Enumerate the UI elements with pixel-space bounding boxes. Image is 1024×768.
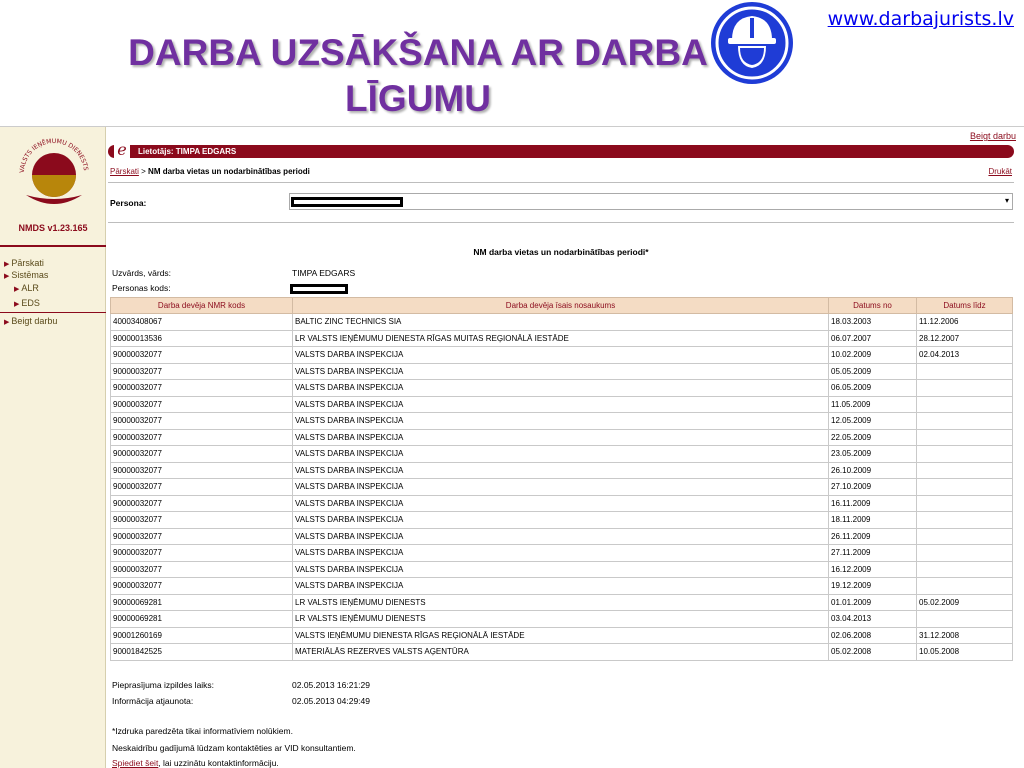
sidebar-item-logout[interactable] — [0, 315, 106, 327]
sidebar-item-parskati[interactable] — [0, 257, 106, 269]
table-cell: 22.05.2009 — [829, 429, 917, 446]
column-header: Darba devēja īsais nosaukums — [293, 298, 829, 314]
sidebar-item-alr[interactable] — [0, 281, 106, 296]
table-cell: 02.06.2008 — [829, 627, 917, 644]
table-cell: VALSTS DARBA INSPEKCIJA — [293, 479, 829, 496]
table-cell: 90001842525 — [111, 644, 293, 661]
e-logo-icon: e — [114, 141, 130, 159]
table-cell: 90000032077 — [111, 495, 293, 512]
table-cell: 90000069281 — [111, 611, 293, 628]
persona-select[interactable] — [289, 193, 1013, 210]
table-cell: 31.12.2008 — [917, 627, 1013, 644]
name-label: Uzvārds, vārds: — [112, 268, 172, 278]
table-cell: 90000032077 — [111, 413, 293, 430]
table-cell: 90000032077 — [111, 363, 293, 380]
table-row — [111, 594, 1013, 611]
updated-value: 02.05.2013 04:29:49 — [292, 696, 370, 706]
table-cell: 16.11.2009 — [829, 495, 917, 512]
exec-time-label: Pieprasījuma izpildes laiks: — [112, 680, 215, 690]
table-cell: 27.10.2009 — [829, 479, 917, 496]
arrow-right-icon: ▶ — [4, 319, 10, 326]
sidebar-nav — [0, 257, 106, 327]
table-cell: 26.10.2009 — [829, 462, 917, 479]
table-cell: VALSTS DARBA INSPEKCIJA — [293, 380, 829, 397]
column-header: Darba devēja NMR kods — [111, 298, 293, 314]
vid-eds-window — [0, 126, 1024, 768]
table-cell: 16.12.2009 — [829, 561, 917, 578]
footnote-informative: *Izdruka paredzēta tikai informatīviem nolūkiem. — [112, 726, 293, 736]
table-cell — [917, 479, 1013, 496]
table-cell: BALTIC ZINC TECHNICS SIA — [293, 314, 829, 331]
sidebar-item-sistemas[interactable] — [0, 269, 106, 281]
table-row — [111, 479, 1013, 496]
table-cell: LR VALSTS IEŅĒMUMU DIENESTS — [293, 594, 829, 611]
table-cell: VALSTS DARBA INSPEKCIJA — [293, 462, 829, 479]
table-cell — [917, 413, 1013, 430]
table-cell — [917, 578, 1013, 595]
sidebar-item-label: EDS — [21, 298, 40, 308]
table-cell — [917, 611, 1013, 628]
table-cell: 90000032077 — [111, 396, 293, 413]
table-cell: 90000032077 — [111, 479, 293, 496]
table-cell — [917, 495, 1013, 512]
table-row — [111, 446, 1013, 463]
table-cell: 23.05.2009 — [829, 446, 917, 463]
sidebar-item-label: Beigt darbu — [11, 316, 58, 326]
arrow-right-icon: ▶ — [14, 301, 20, 308]
table-cell: 19.12.2009 — [829, 578, 917, 595]
table-header-row — [111, 298, 1013, 314]
redacted-value — [291, 197, 403, 207]
table-row — [111, 644, 1013, 661]
print-link[interactable]: Drukāt — [988, 167, 1012, 176]
table-cell — [917, 429, 1013, 446]
logout-link[interactable]: Beigt darbu — [969, 131, 1016, 141]
table-cell: 90000032077 — [111, 347, 293, 364]
table-cell: 05.02.2008 — [829, 644, 917, 661]
table-row — [111, 347, 1013, 364]
table-cell: VALSTS DARBA INSPEKCIJA — [293, 446, 829, 463]
table-cell: 90000069281 — [111, 594, 293, 611]
table-cell: VALSTS DARBA INSPEKCIJA — [293, 578, 829, 595]
table-cell: VALSTS DARBA INSPEKCIJA — [293, 413, 829, 430]
sidebar-divider — [0, 245, 106, 247]
breadcrumb-current: NM darba vietas un nodarbinātības periodi — [148, 167, 310, 176]
table-cell: LR VALSTS IEŅĒMUMU DIENESTA RĪGAS MUITAS REĢIONĀLĀ IESTĀDE — [293, 330, 829, 347]
footnote-link-line — [112, 758, 279, 768]
table-row — [111, 512, 1013, 529]
footnote-contact: Neskaidrību gadījumā lūdzam kontaktēties ar VID konsultantiem. — [112, 743, 356, 753]
table-cell: VALSTS DARBA INSPEKCIJA — [293, 347, 829, 364]
redacted-personal-code — [290, 284, 348, 294]
table-row — [111, 429, 1013, 446]
table-cell: 90001260169 — [111, 627, 293, 644]
column-header: Datums no — [829, 298, 917, 314]
table-cell: MATERIĀLĀS REZERVES VALSTS AĢENTŪRA — [293, 644, 829, 661]
arrow-right-icon: ▶ — [14, 286, 20, 293]
table-cell: 90000032077 — [111, 429, 293, 446]
table-cell: VALSTS DARBA INSPEKCIJA — [293, 561, 829, 578]
divider — [108, 222, 1014, 223]
persona-label: Persona: — [110, 198, 147, 208]
table-row — [111, 314, 1013, 331]
table-cell: 11.05.2009 — [829, 396, 917, 413]
table-cell: 26.11.2009 — [829, 528, 917, 545]
table-cell: 90000032077 — [111, 512, 293, 529]
arrow-right-icon: ▶ — [4, 273, 10, 280]
table-cell — [917, 380, 1013, 397]
table-row — [111, 396, 1013, 413]
personal-code-label: Personas kods: — [112, 283, 171, 293]
table-row — [111, 578, 1013, 595]
exec-time-value: 02.05.2013 16:21:29 — [292, 680, 370, 690]
table-cell: VALSTS DARBA INSPEKCIJA — [293, 528, 829, 545]
version-label: NMDS v1.23.165 — [18, 223, 88, 233]
column-header: Datums līdz — [917, 298, 1013, 314]
table-cell: 05.02.2009 — [917, 594, 1013, 611]
sidebar-item-eds[interactable] — [0, 296, 106, 311]
site-url-link[interactable]: www.darbajurists.lv — [827, 8, 1014, 30]
safety-helmet-icon — [706, 0, 798, 86]
sidebar — [0, 127, 106, 768]
table-cell: VALSTS DARBA INSPEKCIJA — [293, 545, 829, 562]
table-row — [111, 380, 1013, 397]
table-cell: VALSTS DARBA INSPEKCIJA — [293, 396, 829, 413]
table-cell: 90000032077 — [111, 380, 293, 397]
table-cell: 18.03.2003 — [829, 314, 917, 331]
table-cell: LR VALSTS IEŅĒMUMU DIENESTS — [293, 611, 829, 628]
table-cell: 90000032077 — [111, 545, 293, 562]
user-name: TIMPA EDGARS — [175, 147, 237, 156]
breadcrumb-link-parskati[interactable]: Pārskati — [110, 167, 139, 176]
table-row — [111, 495, 1013, 512]
table-cell: 06.07.2007 — [829, 330, 917, 347]
table-cell: 40003408067 — [111, 314, 293, 331]
table-cell: 01.01.2009 — [829, 594, 917, 611]
table-cell: 12.05.2009 — [829, 413, 917, 430]
svg-text:VALSTS IEŅĒMUMU DIENESTS: VALSTS IEŅĒMUMU DIENESTS — [18, 137, 89, 174]
table-cell: VALSTS DARBA INSPEKCIJA — [293, 363, 829, 380]
table-cell: VALSTS DARBA INSPEKCIJA — [293, 429, 829, 446]
name-value: TIMPA EDGARS — [292, 268, 356, 278]
table-cell: 05.05.2009 — [829, 363, 917, 380]
user-label: Lietotājs: — [138, 147, 174, 156]
table-cell: 90000032077 — [111, 462, 293, 479]
footnote-text: , lai uzzinātu kontaktinformāciju. — [158, 758, 279, 768]
table-cell: 28.12.2007 — [917, 330, 1013, 347]
table-cell: VALSTS DARBA INSPEKCIJA — [293, 512, 829, 529]
table-cell: 90000032077 — [111, 528, 293, 545]
table-cell — [917, 446, 1013, 463]
breadcrumb — [110, 167, 310, 176]
chevron-down-icon: ▾ — [1004, 196, 1009, 205]
sidebar-divider — [0, 311, 106, 313]
sidebar-item-label: ALR — [21, 283, 39, 293]
contact-info-link[interactable]: Spiediet šeit — [112, 758, 159, 768]
vid-logo-icon — [18, 133, 90, 225]
table-cell: VALSTS IEŅĒMUMU DIENESTA RĪGAS REĢIONĀLĀ IESTĀDE — [293, 627, 829, 644]
table-cell: 90000032077 — [111, 578, 293, 595]
table-row — [111, 363, 1013, 380]
table-row — [111, 330, 1013, 347]
table-row — [111, 627, 1013, 644]
table-row — [111, 528, 1013, 545]
main-content — [108, 127, 1016, 768]
table-row — [111, 611, 1013, 628]
table-cell — [917, 545, 1013, 562]
table-row — [111, 545, 1013, 562]
arrow-right-icon: ▶ — [4, 261, 10, 268]
table-cell: 06.05.2009 — [829, 380, 917, 397]
table-cell: 10.05.2008 — [917, 644, 1013, 661]
employment-periods-table — [110, 297, 1013, 661]
table-row — [111, 561, 1013, 578]
table-cell — [917, 462, 1013, 479]
table-cell: 18.11.2009 — [829, 512, 917, 529]
divider — [108, 182, 1014, 183]
report-title: NM darba vietas un nodarbinātības periodi* — [473, 247, 649, 257]
table-cell: 90000013536 — [111, 330, 293, 347]
breadcrumb-separator: > — [141, 167, 146, 176]
user-bar — [108, 140, 1014, 159]
table-row — [111, 413, 1013, 430]
table-cell: 27.11.2009 — [829, 545, 917, 562]
table-cell — [917, 396, 1013, 413]
table-row — [111, 462, 1013, 479]
table-body — [111, 314, 1013, 661]
sidebar-item-label: Pārskati — [11, 258, 44, 268]
table-cell: 03.04.2013 — [829, 611, 917, 628]
table-cell: 90000032077 — [111, 561, 293, 578]
table-cell — [917, 512, 1013, 529]
slide-title: DARBA UZSĀKŠANA AR DARBA LĪGUMU — [128, 32, 708, 119]
sidebar-item-label: Sistēmas — [11, 270, 49, 280]
updated-label: Informācija atjaunota: — [112, 696, 194, 706]
table-cell — [917, 363, 1013, 380]
table-cell: 11.12.2006 — [917, 314, 1013, 331]
table-cell: 10.02.2009 — [829, 347, 917, 364]
table-cell — [917, 561, 1013, 578]
table-cell — [917, 528, 1013, 545]
table-cell: 02.04.2013 — [917, 347, 1013, 364]
table-cell: 90000032077 — [111, 446, 293, 463]
table-cell: VALSTS DARBA INSPEKCIJA — [293, 495, 829, 512]
